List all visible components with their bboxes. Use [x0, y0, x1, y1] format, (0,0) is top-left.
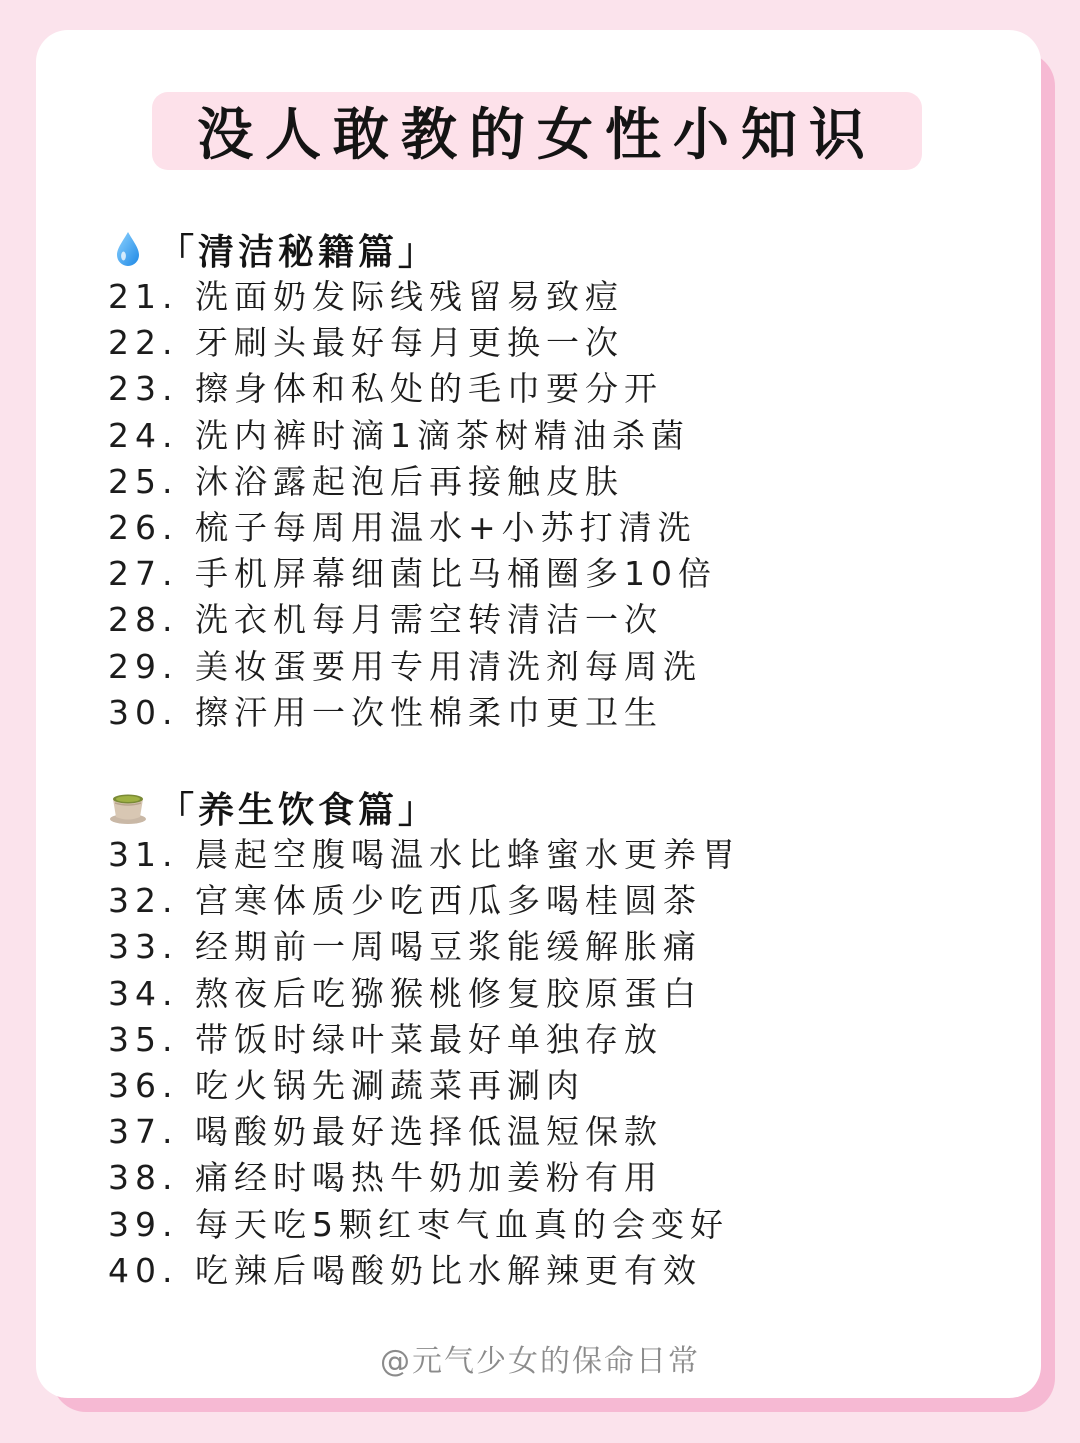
cleaning-tips-list — [108, 274, 717, 736]
list-item: 30. 擦汗用一次性棉柔巾更卫生 — [108, 692, 663, 732]
list-item: 27. 手机屏幕细菌比马桶圈多10倍 — [108, 554, 717, 594]
list-item: 26. 梳子每周用温水+小苏打清洗 — [108, 507, 697, 547]
list-item: 32. 宫寒体质少吃西瓜多喝桂圆茶 — [108, 881, 702, 921]
list-item: 39. 每天吃5颗红枣气血真的会变好 — [108, 1204, 729, 1244]
list-item: 37. 喝酸奶最好选择低温短保款 — [108, 1112, 663, 1152]
list-item: 40. 吃辣后喝酸奶比水解辣更有效 — [108, 1250, 702, 1290]
tea-cup-icon — [108, 787, 148, 827]
list-item: 29. 美妆蛋要用专用清洗剂每周洗 — [108, 646, 702, 686]
list-item: 34. 熬夜后吃猕猴桃修复胶原蛋白 — [108, 973, 702, 1013]
title-highlight — [152, 92, 922, 170]
list-item: 36. 吃火锅先涮蔬菜再涮肉 — [108, 1065, 585, 1105]
list-item: 25. 沐浴露起泡后再接触皮肤 — [108, 461, 624, 501]
diet-tips-list — [108, 832, 741, 1294]
section-header-diet — [108, 784, 438, 830]
list-item: 35. 带饭时绿叶菜最好单独存放 — [108, 1019, 663, 1059]
author-watermark: @元气少女的保命日常 — [380, 1344, 700, 1379]
list-item: 33. 经期前一周喝豆浆能缓解胀痛 — [108, 927, 702, 967]
list-item: 38. 痛经时喝热牛奶加姜粉有用 — [108, 1158, 663, 1198]
water-drop-icon — [108, 229, 148, 269]
page-title: 没人敢教的女性小知识 — [197, 102, 877, 168]
section-heading: 「清洁秘籍篇」 — [158, 231, 439, 273]
section-header-cleaning — [108, 226, 438, 272]
list-item: 24. 洗内裤时滴1滴茶树精油杀菌 — [108, 415, 690, 455]
list-item: 28. 洗衣机每月需空转清洁一次 — [108, 600, 663, 640]
section-heading: 「养生饮食篇」 — [158, 789, 439, 831]
list-item: 31. 晨起空腹喝温水比蜂蜜水更养胃 — [108, 835, 741, 874]
list-item: 21. 洗面奶发际线残留易致痘 — [108, 277, 624, 316]
list-item: 22. 牙刷头最好每月更换一次 — [108, 323, 624, 363]
list-item: 23. 擦身体和私处的毛巾要分开 — [108, 369, 663, 409]
